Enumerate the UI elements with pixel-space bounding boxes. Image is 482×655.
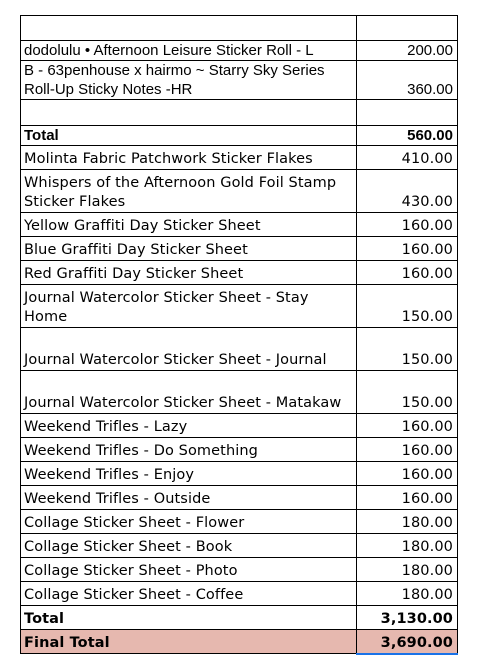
table-row [21, 462, 458, 486]
total-value-cell[interactable]: 3,130.00 [357, 606, 458, 630]
table-row [21, 510, 458, 534]
price-cell[interactable]: 200.00 [357, 41, 458, 61]
price-cell[interactable]: 160.00 [357, 414, 458, 438]
total-row [21, 126, 458, 146]
blank-row [21, 16, 458, 41]
total-value-cell[interactable]: 560.00 [357, 126, 458, 146]
price-cell[interactable]: 150.00 [357, 285, 458, 328]
table-row [21, 534, 458, 558]
item-name-cell[interactable]: Journal Watercolor Sticker Sheet - Matakaw [21, 371, 357, 414]
price-cell[interactable]: 410.00 [357, 146, 458, 170]
final-total-value-cell[interactable]: 3,690.00 [357, 630, 458, 654]
item-name-cell[interactable]: Collage Sticker Sheet - Photo [21, 558, 357, 582]
item-name-cell[interactable]: Collage Sticker Sheet - Coffee [21, 582, 357, 606]
price-cell[interactable]: 150.00 [357, 371, 458, 414]
table-row [21, 582, 458, 606]
item-name-cell[interactable]: Yellow Graffiti Day Sticker Sheet [21, 213, 357, 237]
item-name-cell[interactable]: Journal Watercolor Sticker Sheet - Journal [21, 328, 357, 371]
price-cell[interactable]: 160.00 [357, 438, 458, 462]
item-name-cell[interactable]: Blue Graffiti Day Sticker Sheet [21, 237, 357, 261]
price-cell[interactable]: 150.00 [357, 328, 458, 371]
table-row [21, 438, 458, 462]
item-name-cell[interactable]: Journal Watercolor Sticker Sheet - Stay Home [21, 285, 357, 328]
price-cell[interactable] [357, 100, 458, 126]
table-row [21, 558, 458, 582]
price-cell[interactable]: 160.00 [357, 462, 458, 486]
spreadsheet [20, 15, 457, 655]
table-row [21, 146, 458, 170]
price-cell[interactable]: 160.00 [357, 237, 458, 261]
table-row [21, 285, 458, 328]
table-row [21, 41, 458, 61]
item-name-cell[interactable]: Molinta Fabric Patchwork Sticker Flakes [21, 146, 357, 170]
blank-row [21, 100, 458, 126]
price-cell[interactable]: 160.00 [357, 261, 458, 285]
total-row [21, 606, 458, 630]
price-cell[interactable]: 180.00 [357, 534, 458, 558]
table-row [21, 486, 458, 510]
total-label-cell[interactable]: Total [21, 606, 357, 630]
item-name-cell[interactable] [21, 100, 357, 126]
item-name-cell[interactable]: Weekend Trifles - Enjoy [21, 462, 357, 486]
item-name-cell[interactable]: dodolulu • Afternoon Leisure Sticker Roll - L [21, 41, 357, 61]
item-name-cell[interactable]: Weekend Trifles - Outside [21, 486, 357, 510]
price-cell[interactable]: 430.00 [357, 170, 458, 213]
table-row [21, 414, 458, 438]
total-label-cell[interactable]: Total [21, 126, 357, 146]
price-cell[interactable]: 160.00 [357, 486, 458, 510]
table-row [21, 371, 458, 414]
item-name-cell[interactable]: Collage Sticker Sheet - Book [21, 534, 357, 558]
item-name-cell[interactable] [21, 16, 357, 41]
table-row [21, 170, 458, 213]
price-cell[interactable]: 180.00 [357, 582, 458, 606]
item-name-cell[interactable]: Whispers of the Afternoon Gold Foil Stamp Sticker Flakes [21, 170, 357, 213]
price-cell[interactable]: 360.00 [357, 61, 458, 100]
price-table [20, 15, 458, 655]
final-total-label-cell[interactable]: Final Total [21, 630, 357, 654]
item-name-cell[interactable]: Weekend Trifles - Do Something [21, 438, 357, 462]
price-cell[interactable]: 180.00 [357, 510, 458, 534]
item-name-cell[interactable]: Red Graffiti Day Sticker Sheet [21, 261, 357, 285]
table-row [21, 328, 458, 371]
final-total-row [21, 630, 458, 654]
table-row [21, 261, 458, 285]
table-row [21, 237, 458, 261]
item-name-cell[interactable]: Collage Sticker Sheet - Flower [21, 510, 357, 534]
price-cell[interactable]: 160.00 [357, 213, 458, 237]
table-row [21, 61, 458, 100]
table-row [21, 213, 458, 237]
item-name-cell[interactable]: Weekend Trifles - Lazy [21, 414, 357, 438]
price-cell[interactable]: 180.00 [357, 558, 458, 582]
price-cell[interactable] [357, 16, 458, 41]
item-name-cell[interactable]: B - 63penhouse x hairmo ~ Starry Sky Series Roll-Up Sticky Notes -HR [21, 61, 357, 100]
